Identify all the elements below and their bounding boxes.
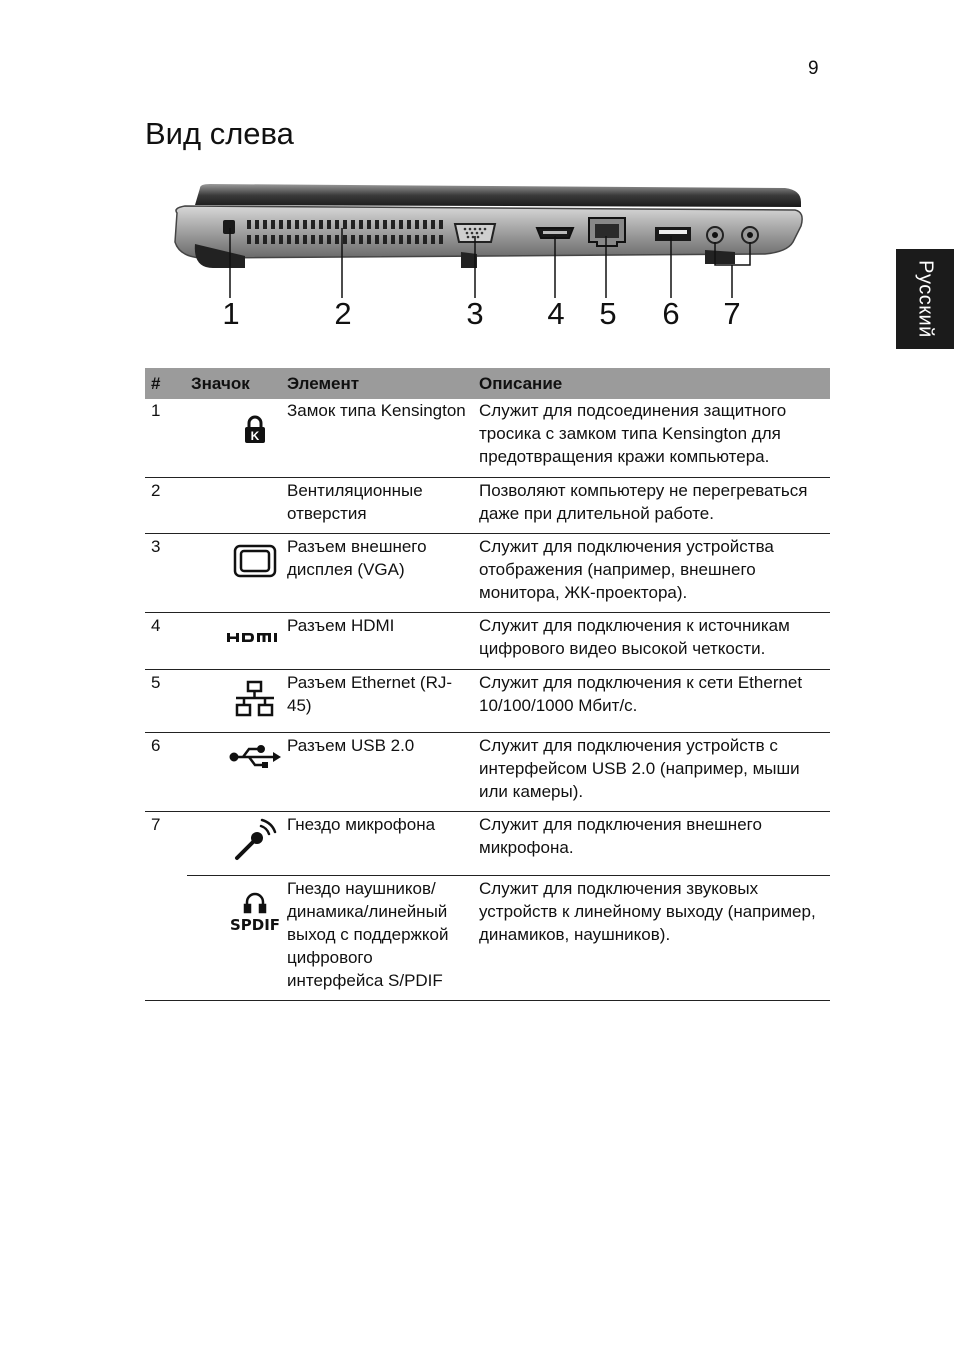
row-element: Разъем HDMI — [283, 612, 475, 669]
row-number: 7 — [151, 814, 161, 834]
row-number — [145, 875, 187, 1000]
page-title: Вид слева — [145, 116, 294, 151]
table-row — [145, 732, 830, 811]
language-side-tab — [896, 249, 954, 349]
callout-number: 7 — [723, 296, 741, 331]
ethernet-icon — [234, 680, 276, 718]
row-element: Гнездо микрофона — [283, 811, 475, 875]
laptop-foot-right — [705, 250, 735, 264]
row-description: Служит для подключения устройства отображения (например, внешнего монитора, ЖК-проектора). — [475, 533, 830, 612]
table-row — [145, 612, 830, 669]
row-element: Разъем USB 2.0 — [283, 732, 475, 811]
svg-text:K: K — [250, 429, 260, 443]
row-number: 2 — [145, 477, 187, 533]
header-number: # — [145, 368, 187, 399]
table-row — [145, 399, 830, 477]
row-number: 5 — [145, 669, 187, 732]
callout-number: 1 — [222, 296, 240, 331]
row-description: Служит для подключения звуковых устройств к линейному выходу (например, динамиков, наушников). — [475, 875, 830, 1000]
ports-table — [145, 368, 830, 1001]
table-row — [145, 811, 830, 875]
table-header-row — [145, 368, 830, 399]
row-element: Гнездо наушников/ динамика/линейный выход с поддержкой цифрового интерфейса S/PDIF — [283, 875, 475, 1000]
kensington-slot — [223, 220, 235, 234]
row-element: Разъем внешнего дисплея (VGA) — [283, 533, 475, 612]
row-element: Замок типа Kensington — [283, 399, 475, 477]
row-description: Служит для подключения к источникам цифрового видео высокой четкости. — [475, 612, 830, 669]
row-number: 6 — [145, 732, 187, 811]
table-row — [145, 669, 830, 732]
header-description: Описание — [475, 368, 830, 399]
header-element: Элемент — [283, 368, 475, 399]
table-row — [145, 533, 830, 612]
row-element: Вентиляционные отверстия — [283, 477, 475, 533]
row-description: Позволяют компьютеру не перегреваться даже при длительной работе. — [475, 477, 830, 533]
table-row — [145, 477, 830, 533]
hdmi-icon — [227, 631, 283, 645]
row-description: Служит для подключения к сети Ethernet 10/100/1000 Мбит/с. — [475, 669, 830, 732]
callout-number: 5 — [599, 296, 617, 331]
usb-icon — [229, 743, 281, 771]
callout-number: 3 — [466, 296, 484, 331]
row-number: 4 — [145, 612, 187, 669]
spdif-label: SPDIF — [229, 915, 281, 932]
vga-icon — [233, 544, 277, 578]
callout-number: 2 — [334, 296, 352, 331]
row-description: Служит для подсоединения защитного тросика с замком типа Kensington для предотвращения кражи компьютера. — [475, 399, 830, 477]
row-element: Разъем Ethernet (RJ-45) — [283, 669, 475, 732]
row-number: 3 — [145, 533, 187, 612]
language-side-tab-label: Русский — [914, 260, 937, 338]
headphone-spdif-icon — [227, 886, 283, 932]
header-icon: Значок — [187, 368, 283, 399]
page-number: 9 — [808, 58, 819, 79]
microphone-icon — [233, 818, 277, 862]
row-description: Служит для подключения устройств с интерфейсом USB 2.0 (например, мыши или камеры). — [475, 732, 830, 811]
callout-number: 4 — [547, 296, 565, 331]
callout-number: 6 — [662, 296, 680, 331]
laptop-lid — [195, 184, 801, 207]
row-description: Служит для подключения внешнего микрофона. — [475, 811, 830, 875]
kensington-lock-icon — [243, 415, 267, 445]
table-row — [145, 875, 830, 1000]
row-number: 1 — [145, 399, 187, 477]
